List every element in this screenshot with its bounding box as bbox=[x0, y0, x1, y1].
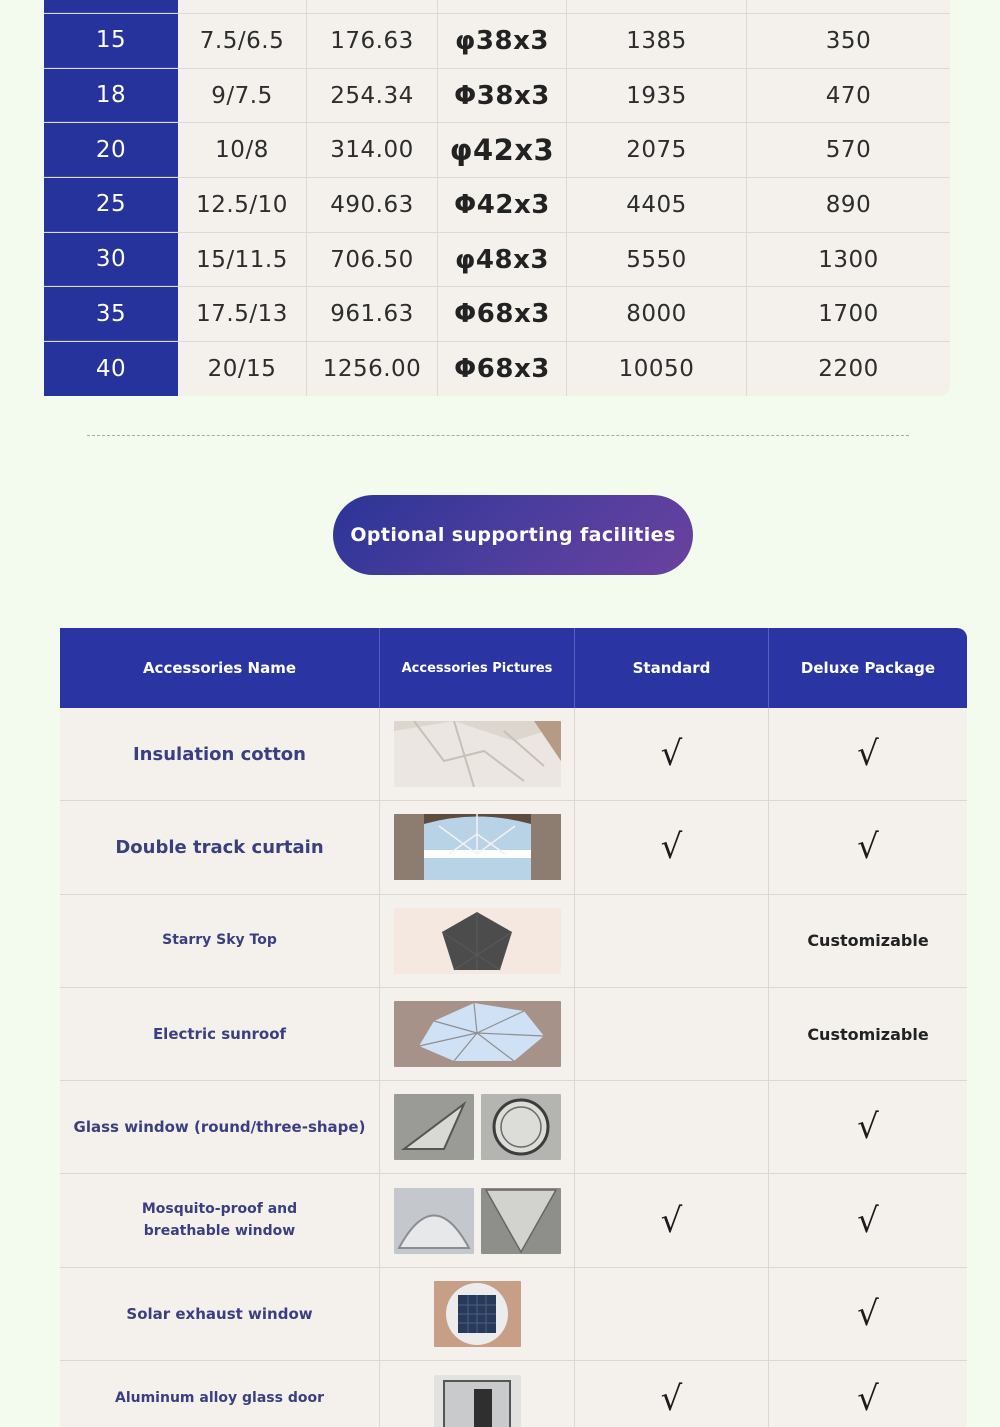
standard-cell bbox=[575, 1361, 769, 1427]
spec-row bbox=[44, 342, 950, 396]
spec-cell: 961.63 bbox=[307, 287, 438, 341]
name-cell bbox=[60, 1268, 380, 1360]
spec-cell: 314.00 bbox=[307, 123, 438, 177]
name-cell bbox=[60, 801, 380, 893]
accessory-name: Aluminum alloy glass door bbox=[114, 1390, 324, 1407]
spec-cell: 5550 bbox=[567, 233, 747, 287]
aluminum-glass-door-image bbox=[434, 1375, 521, 1427]
table-row bbox=[60, 801, 967, 894]
standard-cell bbox=[575, 988, 769, 1080]
standard-cell bbox=[575, 1174, 769, 1266]
spec-cell: 1700 bbox=[818, 301, 879, 328]
spec-key-cell: 15 bbox=[44, 14, 178, 68]
table-row bbox=[60, 1268, 967, 1361]
table-row bbox=[60, 1174, 967, 1267]
spec-cell: 12.5/10 bbox=[178, 178, 307, 232]
spec-cell bbox=[307, 0, 438, 13]
picture-pair bbox=[394, 1094, 561, 1160]
deluxe-value: √ bbox=[857, 827, 879, 868]
picture-pair bbox=[394, 1188, 561, 1254]
picture-cell bbox=[380, 1081, 575, 1173]
deluxe-cell bbox=[769, 1361, 967, 1427]
picture-cell bbox=[380, 708, 575, 800]
standard-value: √ bbox=[660, 827, 683, 868]
deluxe-cell bbox=[769, 1174, 967, 1266]
spec-row bbox=[44, 14, 950, 69]
spec-row bbox=[44, 0, 950, 14]
accessories-header-row bbox=[60, 628, 967, 708]
deluxe-cell bbox=[769, 988, 967, 1080]
spec-row bbox=[44, 123, 950, 178]
spec-key-cell: 18 bbox=[44, 69, 178, 123]
deluxe-cell bbox=[769, 895, 967, 987]
spec-cell: 9/7.5 bbox=[178, 69, 307, 123]
spec-row bbox=[44, 233, 950, 288]
deluxe-cell bbox=[769, 708, 967, 800]
spec-cell: 2075 bbox=[567, 123, 747, 177]
spec-cell: 20/15 bbox=[178, 342, 307, 396]
standard-value: √ bbox=[660, 1379, 683, 1420]
header-deluxe-package: Deluxe Package bbox=[800, 659, 936, 677]
spec-cell bbox=[747, 0, 950, 13]
accessory-name: Starry Sky Top bbox=[162, 931, 277, 948]
section-title-pill: Optional supporting facilities bbox=[333, 495, 693, 575]
picture-cell bbox=[380, 1361, 575, 1427]
standard-cell bbox=[575, 801, 769, 893]
spec-key-cell: 25 bbox=[44, 178, 178, 232]
mosquito-window-image bbox=[394, 1188, 474, 1254]
accessory-name: Electric sunroof bbox=[152, 1025, 287, 1044]
deluxe-cell bbox=[769, 801, 967, 893]
starry-sky-top-image bbox=[394, 908, 561, 974]
spec-cell: 254.34 bbox=[307, 69, 438, 123]
name-cell bbox=[60, 988, 380, 1080]
name-cell bbox=[60, 1174, 380, 1266]
spec-row bbox=[44, 287, 950, 342]
spec-cell: φ48x3 bbox=[438, 233, 567, 287]
insulation-cotton-image bbox=[394, 721, 561, 787]
spec-cell: 890 bbox=[825, 191, 872, 218]
deluxe-cell bbox=[769, 1081, 967, 1173]
header-accessories-name: Accessories Name bbox=[60, 628, 380, 708]
spec-cell: Φ68x3 bbox=[438, 342, 567, 396]
spec-cell: 1300 bbox=[818, 246, 879, 273]
spec-cell: 1256.00 bbox=[307, 342, 438, 396]
spec-cell: φ42x3 bbox=[438, 123, 567, 177]
spec-cell: 1935 bbox=[567, 69, 747, 123]
table-row bbox=[60, 895, 967, 988]
breathable-window-image bbox=[481, 1188, 561, 1254]
solar-exhaust-window-image bbox=[434, 1281, 521, 1347]
table-row bbox=[60, 1081, 967, 1174]
electric-sunroof-image bbox=[394, 1001, 561, 1067]
spec-key-cell: 35 bbox=[44, 287, 178, 341]
spec-cell: 490.63 bbox=[307, 178, 438, 232]
deluxe-value: √ bbox=[857, 734, 879, 775]
spec-table bbox=[44, 0, 950, 396]
spec-cell: 10050 bbox=[567, 342, 747, 396]
standard-cell bbox=[575, 895, 769, 987]
spec-cell bbox=[567, 0, 747, 13]
spec-cell: 4405 bbox=[567, 178, 747, 232]
round-window-image bbox=[481, 1094, 561, 1160]
deluxe-cell bbox=[769, 1268, 967, 1360]
accessory-name: Insulation cotton bbox=[132, 743, 306, 765]
spec-cell: Φ68x3 bbox=[438, 287, 567, 341]
spec-cell: 570 bbox=[825, 137, 872, 164]
spec-cell: 706.50 bbox=[307, 233, 438, 287]
spec-cell: 8000 bbox=[567, 287, 747, 341]
deluxe-value: √ bbox=[857, 1200, 879, 1241]
spec-cell: 350 bbox=[825, 27, 872, 54]
spec-cell bbox=[178, 0, 307, 13]
picture-cell bbox=[380, 895, 575, 987]
spec-key-cell bbox=[44, 0, 178, 13]
accessory-name: Glass window (round/three-shape) bbox=[73, 1118, 366, 1137]
spec-cell: 7.5/6.5 bbox=[178, 14, 307, 68]
spec-cell: 2200 bbox=[818, 356, 879, 383]
standard-value: √ bbox=[660, 734, 683, 775]
spec-key-cell: 20 bbox=[44, 123, 178, 177]
name-cell bbox=[60, 708, 380, 800]
accessory-name: Double track curtain bbox=[115, 836, 324, 858]
table-row bbox=[60, 1361, 967, 1427]
double-track-curtain-image bbox=[394, 814, 561, 880]
deluxe-value: √ bbox=[857, 1379, 879, 1420]
spec-key-cell: 30 bbox=[44, 233, 178, 287]
standard-cell bbox=[575, 1081, 769, 1173]
deluxe-value: √ bbox=[857, 1107, 879, 1148]
deluxe-value: Customizable bbox=[807, 1024, 929, 1044]
spec-cell bbox=[438, 0, 567, 13]
header-standard: Standard bbox=[575, 628, 769, 708]
name-cell bbox=[60, 1361, 380, 1427]
spec-row bbox=[44, 69, 950, 124]
spec-cell: 1385 bbox=[567, 14, 747, 68]
table-row bbox=[60, 708, 967, 801]
spec-key-cell: 40 bbox=[44, 342, 178, 396]
spec-cell: 15/11.5 bbox=[178, 233, 307, 287]
spec-row bbox=[44, 178, 950, 233]
spec-cell: φ38x3 bbox=[438, 14, 567, 68]
accessory-name: Solar exhaust window bbox=[126, 1304, 313, 1323]
standard-cell bbox=[575, 1268, 769, 1360]
header-accessories-pictures: Accessories Pictures bbox=[380, 628, 575, 708]
triangle-window-image bbox=[394, 1094, 474, 1160]
spec-cell: Φ42x3 bbox=[438, 178, 567, 232]
dashed-divider bbox=[87, 435, 909, 436]
standard-cell bbox=[575, 708, 769, 800]
spec-cell: 17.5/13 bbox=[178, 287, 307, 341]
accessories-table bbox=[60, 628, 967, 1427]
table-row bbox=[60, 988, 967, 1081]
spec-cell: 176.63 bbox=[307, 14, 438, 68]
picture-cell bbox=[380, 801, 575, 893]
picture-cell bbox=[380, 1174, 575, 1266]
standard-value: √ bbox=[660, 1200, 683, 1241]
spec-cell: 470 bbox=[825, 82, 872, 109]
spec-cell: 10/8 bbox=[178, 123, 307, 177]
picture-cell bbox=[380, 988, 575, 1080]
deluxe-value: √ bbox=[857, 1293, 879, 1334]
deluxe-value: Customizable bbox=[807, 931, 929, 951]
name-cell bbox=[60, 895, 380, 987]
name-cell bbox=[60, 1081, 380, 1173]
spec-cell: Φ38x3 bbox=[438, 69, 567, 123]
picture-cell bbox=[380, 1268, 575, 1360]
accessory-name: Mosquito-proof and breathable window bbox=[141, 1200, 298, 1239]
